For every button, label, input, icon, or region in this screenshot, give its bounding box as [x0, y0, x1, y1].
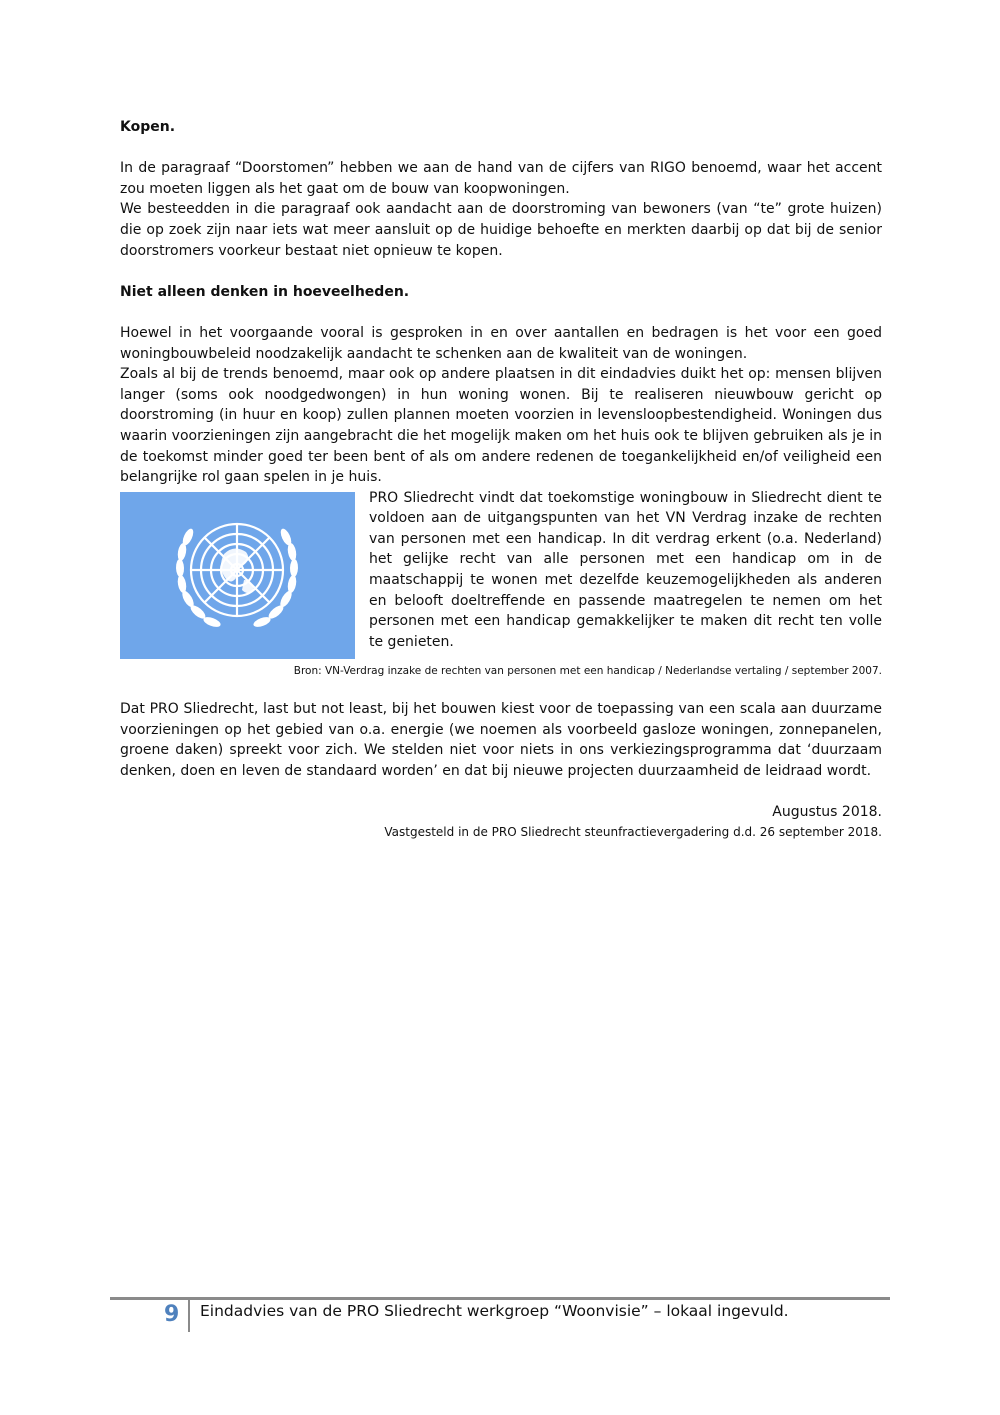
heading-kopen: Kopen.: [120, 119, 176, 135]
heading-hoeveelheden: Niet alleen denken in hoeveelheden.: [120, 283, 410, 300]
source-citation: Bron: VN-Verdrag inzake de rechten van personen met een handicap / Nederlandse vertaling / september 2007.: [293, 664, 882, 677]
adopted-note: Vastgesteld in de PRO Sliedrecht steunfractievergadering d.d. 26 september 2018.: [384, 824, 882, 839]
hoeveelheden-paragraph-2: Zoals al bij de trends benoemd, maar ook op andere plaatsen in dit eindadvies duikt het op: mensen blijven langer (soms ook noodgedwongen) in hun woning wonen. Bij te realiseren nieuwbouw gericht op doorstroming (in huur en koop) zullen plannen moeten voorzien in levensloopbestendigheid. Woningen dus waarin voorzieningen zijn aangebracht die het mogelijk maken om het huis ook te blijven gebruiken als je in de toekomst minder goed ter been bent of als om andere redenen de toegankelijkheid en/of veiligheid een belangrijke rol gaan spelen in je huis.: [120, 366, 882, 486]
un-flag-icon: [120, 492, 355, 659]
kopen-paragraph-1: In de paragraaf “Doorstomen” hebben we aan de hand van de cijfers van RIGO benoemd, waar het accent zou moeten liggen als het gaat om de bouw van koopwoningen.: [120, 160, 882, 197]
hoeveelheden-paragraph-4: Dat PRO Sliedrecht, last but not least, bij het bouwen kiest voor de toepassing van een scala aan duurzame voorzieningen op het gebied van o.a. energie (we noemen als voorbeeld gasloze woningen, zonnepanelen, groene daken) spreekt voor zich. We stelden niet voor niets in ons verkiezingsprogramma dat ‘duurzaam denken, doen en leven de standaard worden’ en dat bij nieuwe projecten duurzaamheid de leidraad wordt.: [120, 701, 882, 780]
kopen-paragraph-2: We besteedden in die paragraaf ook aandacht aan de doorstroming van bewoners (van “te” grote huizen) die op zoek zijn naar iets wat meer aansluit op de huidige behoefte en merkten daarbij op dat bij de senior doorstromers voorkeur bestaat niet opnieuw te kopen.: [120, 201, 882, 259]
hoeveelheden-paragraph-1: Hoewel in het voorgaande vooral is gesproken in en over aantallen en bedragen is het voor een goed woningbouwbeleid noodzakelijk aandacht te schenken aan de kwaliteit van de woningen.: [120, 324, 882, 362]
un-flag-image: [120, 492, 355, 659]
footer-divider: [110, 1297, 890, 1300]
footer-title: Eindadvies van de PRO Sliedrecht werkgroep “Woonvisie” – lokaal ingevuld.: [200, 1302, 789, 1320]
footer-separator: [188, 1300, 190, 1332]
hoeveelheden-paragraph-3: PRO Sliedrecht vindt dat toekomstige woningbouw in Sliedrecht dient te voldoen aan de uitgangspunten van het VN Verdrag inzake de rechten van personen met een handicap. In dit verdrag erkent (o.a. Nederland) het gelijke recht van alle personen met een handicap om in de maatschappij te wonen met dezelfde keuzemogelijkheden als anderen en belooft doeltreffende en passende maatregelen te nemen om het personen met een handicap gemakkelijker te maken dit recht ten volle te genieten.: [369, 489, 882, 650]
page-number: 9: [164, 1302, 180, 1327]
closing-date: Augustus 2018.: [772, 804, 882, 821]
page-content: [120, 117, 882, 841]
flag-wrap-block: [120, 364, 882, 652]
